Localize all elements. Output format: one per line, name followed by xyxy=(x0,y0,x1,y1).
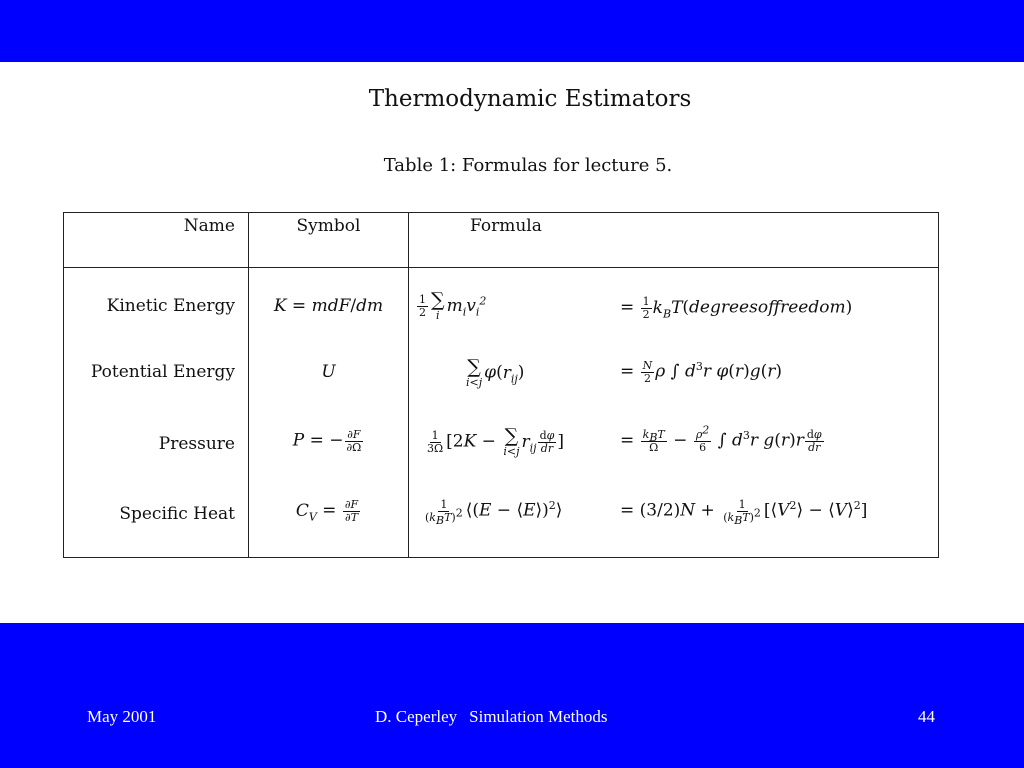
formula-lhs-potential-energy: ∑ i<j $\varphi(r_{ij})$ xyxy=(466,356,525,389)
header-divider xyxy=(64,267,938,268)
formula-rhs-kinetic-energy: = $\frac{1}{2}$ $k_BT(degreesoffreedom)$ xyxy=(620,295,853,321)
footer-author: D. Ceperley xyxy=(375,707,458,726)
table-caption: Table 1: Formulas for lecture 5. xyxy=(383,155,673,176)
header-name: Name xyxy=(183,216,235,236)
formula-lhs-specific-heat: $\frac{1}{(k_BT)^2}$ ⟨(E − ⟨E⟩)$^2$⟩ xyxy=(425,498,563,527)
formula-lhs-pressure: $\frac{1}{3\Omega}$ [2K − ∑ i<j $r_{ij}$ $\frac{d\varphi}{dr}$ ] xyxy=(427,425,564,458)
header-symbol: Symbol xyxy=(296,216,361,236)
footer-author-course xyxy=(375,707,608,727)
row-name-kinetic-energy: Kinetic Energy xyxy=(106,296,235,316)
formula-table xyxy=(63,212,939,558)
slide-title: Thermodynamic Estimators xyxy=(368,86,692,112)
symbol-specific-heat: $C_V$ = $\frac{\partial F}{\partial T}$ xyxy=(295,498,359,524)
formula-lhs-kinetic-energy: $\frac{1}{2}$ ∑ i $m_iv_i^2$ xyxy=(419,289,487,322)
footer-course: Simulation Methods xyxy=(469,707,608,726)
footer-date: May 2001 xyxy=(87,707,157,726)
formula-rhs-potential-energy: = $\frac{N}{2}$ ρ ∫ $d^3r$ φ(r)g(r) xyxy=(620,359,783,385)
symbol-kinetic-energy: K = mdF/dm xyxy=(273,296,384,316)
column-divider xyxy=(408,213,409,557)
header-band xyxy=(0,0,1024,62)
header-formula: Formula xyxy=(470,216,542,236)
column-divider xyxy=(248,213,249,557)
symbol-potential-energy: U xyxy=(321,362,336,382)
row-name-specific-heat: Specific Heat xyxy=(119,504,235,524)
formula-rhs-specific-heat: = (3/2)N + $\frac{1}{(k_BT)^2}$ [$⟨V^2⟩$ − ⟨V⟩$^2$] xyxy=(620,498,868,527)
row-name-pressure: Pressure xyxy=(158,434,235,454)
footer-band xyxy=(0,623,1024,768)
formula-rhs-pressure: = $\frac{k_BT}{\Omega}$ − $\frac{\rho^2}{6}$ ∫ $d^3r$ g(r)r $\frac{d\varphi}{dr}$ xyxy=(620,423,822,454)
row-name-potential-energy: Potential Energy xyxy=(90,362,235,382)
symbol-pressure: P = − $\frac{\partial F}{\partial\Omega}$ xyxy=(292,428,362,454)
footer-page-number: 44 xyxy=(918,707,935,726)
